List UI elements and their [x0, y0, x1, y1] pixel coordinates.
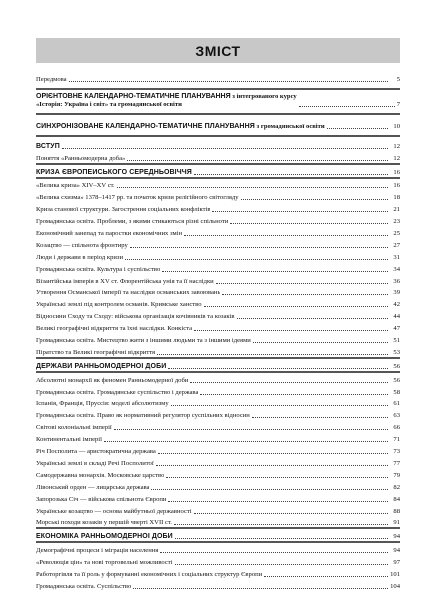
intro-list	[36, 139, 400, 163]
entry-title: Континентальні імперії	[36, 436, 102, 444]
toc-entry[interactable]	[36, 139, 400, 151]
entry-page: 94	[393, 533, 400, 541]
entry-title: Передмова	[36, 75, 67, 83]
entry-page: 84	[393, 495, 400, 503]
toc-entry[interactable]	[36, 408, 400, 420]
entry-page: 61	[393, 400, 400, 408]
dot-leader	[222, 294, 388, 295]
entry-title: Самодержавна монархія. Московське царство	[36, 471, 165, 479]
section-heading: ДЕРЖАВИ РАННЬОМОДЕРНОЇ ДОБИ	[36, 362, 167, 370]
entry-page: 91	[393, 519, 400, 527]
dot-leader	[160, 552, 388, 553]
dot-leader	[157, 354, 388, 355]
toc-entry[interactable]	[36, 321, 400, 333]
entry-title: Візантійська імперія в XV ст. Флорентійська унія та її наслідки	[36, 277, 214, 285]
toc-entry[interactable]	[36, 432, 400, 444]
entry-title: Українські землі під контролем османів. Кримське ханство	[36, 301, 202, 309]
toc-entry[interactable]	[36, 555, 400, 567]
entry-page: 36	[393, 277, 400, 285]
toc-entry[interactable]	[36, 516, 400, 528]
dot-leader	[151, 489, 388, 490]
dot-leader	[237, 318, 388, 319]
entry-page: 71	[393, 436, 400, 444]
entry-page: 56	[393, 362, 400, 370]
section-heading: КРИЗА ЄВРОПЕЙСЬКОГО СЕРЕДНЬОВІЧЧЯ	[36, 168, 192, 176]
toc-sections	[36, 163, 400, 591]
entry-page: 53	[393, 348, 400, 356]
entry-page: 104	[390, 582, 400, 590]
entry-page: 66	[393, 424, 400, 432]
dot-leader	[184, 235, 388, 236]
toc-entry[interactable]	[36, 202, 400, 214]
entry-title: Громадянська освіта. Право як нормативний регулятор суспільних відносин	[36, 412, 250, 420]
toc-entry[interactable]	[36, 468, 400, 480]
entry-title: «Велика схизма» 1378–1417 рр. та початок кризи релігійного світогляду	[36, 194, 239, 202]
dot-leader	[125, 259, 388, 260]
dot-leader	[114, 429, 388, 430]
toc-section-heading[interactable]	[36, 529, 400, 541]
entry-title: Криза станової структури. Загострення соціальних конфліктів	[36, 206, 211, 214]
entry-title: Громадянська освіта. Громадянське суспільство і держава	[36, 388, 199, 396]
entry-title: Українські землі в складі Речі Посполитої	[36, 459, 154, 467]
dot-leader	[190, 382, 388, 383]
section-heading: ВСТУП	[36, 142, 60, 150]
toc-entry[interactable]	[36, 579, 400, 591]
toc-entry[interactable]	[36, 179, 400, 191]
toc-entry[interactable]	[36, 297, 400, 309]
entry-page: 94	[393, 547, 400, 555]
entry-page: 18	[393, 194, 400, 202]
section-heading: ЕКОНОМІКА РАННЬОМОДЕРНОЇ ДОБИ	[36, 533, 173, 541]
entry-page: 25	[393, 230, 400, 238]
toc-entry[interactable]	[36, 190, 400, 202]
entry-title: Відносини Сходу та Сходу: військова організація кочівників та козаків	[36, 313, 235, 321]
dot-leader	[127, 160, 388, 161]
entry-page: 5	[396, 75, 400, 83]
toc-entry-sync[interactable]	[36, 115, 400, 131]
toc-entry[interactable]	[36, 274, 400, 286]
dot-leader	[168, 368, 388, 369]
entry-page: 10	[393, 122, 400, 130]
toc-entry[interactable]	[36, 309, 400, 321]
section-divider	[36, 88, 400, 90]
toc-entry[interactable]	[36, 504, 400, 516]
entry-page: 16	[393, 168, 400, 176]
dot-leader	[117, 187, 388, 188]
entry-title	[36, 93, 297, 109]
entry-page: 34	[393, 265, 400, 273]
toc-entry-plan[interactable]	[36, 93, 400, 109]
entry-page: 7	[396, 100, 400, 108]
dot-leader	[204, 306, 388, 307]
toc-entry[interactable]	[36, 480, 400, 492]
entry-title: Громадянська освіта. Культура і суспільство	[36, 265, 161, 273]
toc-title: ЗМІСТ	[195, 42, 241, 59]
toc-entry[interactable]	[36, 333, 400, 345]
dot-leader	[166, 477, 388, 478]
dot-leader	[69, 81, 388, 82]
dot-leader	[168, 501, 388, 502]
entry-title	[36, 123, 325, 131]
dot-leader	[104, 441, 388, 442]
entry-title: Іспанія, Франція, Пруссія: моделі абсолютизму	[36, 400, 169, 408]
toc-entry[interactable]	[36, 286, 400, 298]
dot-leader	[133, 588, 388, 589]
sync-title-rest: з громадянської освіти	[254, 122, 325, 130]
dot-leader	[194, 174, 388, 175]
entry-page: 88	[393, 507, 400, 515]
entry-title: Люди і держави в період кризи	[36, 253, 124, 261]
entry-title: «Революція цін» та нові торговельні можливості	[36, 559, 173, 567]
entry-page: 42	[393, 301, 400, 309]
entry-page: 58	[393, 388, 400, 396]
toc-entry[interactable]	[36, 238, 400, 250]
entry-title: Абсолютні монархії як феномен Ранньомодерної доби	[36, 376, 189, 384]
entry-title: Громадянська освіта. Суспільство	[36, 582, 132, 590]
entry-title: Річ Посполита — аристократична держава	[36, 448, 156, 456]
dot-leader	[174, 524, 388, 525]
entry-page: 56	[393, 376, 400, 384]
dot-leader	[162, 271, 388, 272]
toc-entry[interactable]	[36, 214, 400, 226]
toc-page	[36, 38, 400, 591]
toc-section-heading[interactable]	[36, 165, 400, 177]
plan-line1: ОРІЄНТОВНЕ КАЛЕНДАРНО-ТЕМАТИЧНЕ ПЛАНУВАННЯ	[36, 92, 231, 100]
entry-title: Економічний занепад та паростки економічних змін	[36, 230, 182, 238]
toc-entry[interactable]	[36, 250, 400, 262]
dot-leader	[194, 330, 388, 331]
entry-title: Громадянська освіта. Мистецтво жити з іншими людьми та з іншими ідеями	[36, 337, 251, 345]
dot-leader	[253, 342, 388, 343]
entry-title: Запорозька Січ — військова спільнота Європи	[36, 495, 167, 503]
toc-entry[interactable]	[36, 420, 400, 432]
dot-leader	[264, 576, 388, 577]
entry-page: 101	[390, 570, 400, 578]
entry-title: Морські походи козаків у першій чверті XVII ст.	[36, 519, 172, 527]
entry-page: 77	[393, 459, 400, 467]
dot-leader	[252, 417, 388, 418]
toc-entry[interactable]	[36, 385, 400, 397]
toc-title-bar	[36, 38, 400, 63]
toc-entry[interactable]	[36, 456, 400, 468]
dot-leader	[175, 538, 388, 539]
entry-title: Піратство та Великі географічні відкриття	[36, 348, 156, 356]
toc-entry[interactable]	[36, 567, 400, 579]
dot-leader	[130, 247, 388, 248]
entry-title: Поняття «Ранньомодерна доба»	[36, 154, 126, 162]
entry-title: Утворення Османської імперії та наслідки османських завоювань	[36, 289, 221, 297]
dot-leader	[200, 394, 388, 395]
dot-leader	[327, 128, 388, 129]
toc-entry[interactable]	[36, 373, 400, 385]
toc-entry[interactable]	[36, 151, 400, 163]
entry-page: 23	[393, 218, 400, 226]
entry-title: «Велика криза» XIV–XV ст.	[36, 182, 115, 190]
plan-line1-rest: з інтегрованого курсу	[230, 92, 297, 100]
entry-title: Громадянська освіта. Проблеми, з якими стикаються різні спільноти	[36, 218, 229, 226]
toc-entry-preface[interactable]	[36, 72, 400, 84]
dot-leader	[171, 405, 388, 406]
dot-leader	[156, 465, 388, 466]
toc-entry[interactable]	[36, 345, 400, 357]
toc-entry[interactable]	[36, 226, 400, 238]
dot-leader	[230, 223, 388, 224]
section-divider	[36, 135, 400, 137]
dot-leader	[175, 564, 388, 565]
plan-line2: «Історія: Україна і світ» та громадянської освіти	[36, 100, 182, 108]
dot-leader	[299, 106, 395, 107]
entry-page: 31	[393, 253, 400, 261]
entry-title: Работоргівля та її роль у формуванні економічних і соціальних структур Європи	[36, 570, 263, 578]
entry-page: 73	[393, 448, 400, 456]
entry-title: Світові колоніальні імперії	[36, 424, 112, 432]
entry-title: Великі географічні відкриття та їхні наслідки. Конкіста	[36, 325, 193, 333]
entry-page: 27	[393, 241, 400, 249]
dot-leader	[62, 148, 388, 149]
entry-page: 12	[393, 142, 400, 150]
entry-page: 12	[393, 154, 400, 162]
dot-leader	[241, 199, 388, 200]
entry-title: Українське козацтво — основа майбутньої державності	[36, 507, 192, 515]
toc-entry[interactable]	[36, 262, 400, 274]
toc-section-heading[interactable]	[36, 359, 400, 371]
toc-entry[interactable]	[36, 397, 400, 409]
entry-title: Козацтво — спільнота фронтиру	[36, 241, 128, 249]
entry-page: 47	[393, 325, 400, 333]
dot-leader	[194, 513, 388, 514]
sync-title: СИНХРОНІЗОВАНЕ КАЛЕНДАРНО-ТЕМАТИЧНЕ ПЛАНУВАННЯ	[36, 122, 255, 130]
entry-page: 51	[393, 337, 400, 345]
entry-page: 79	[393, 471, 400, 479]
dot-leader	[212, 211, 388, 212]
toc-entry[interactable]	[36, 543, 400, 555]
entry-page: 21	[393, 206, 400, 214]
dot-leader	[158, 453, 388, 454]
entry-page: 63	[393, 412, 400, 420]
toc-entry[interactable]	[36, 444, 400, 456]
dot-leader	[216, 283, 388, 284]
entry-page: 97	[393, 559, 400, 567]
entry-page: 82	[393, 483, 400, 491]
entry-page: 44	[393, 313, 400, 321]
entry-page: 39	[393, 289, 400, 297]
toc-entry[interactable]	[36, 492, 400, 504]
entry-title: Лівонський орден — лицарська держава	[36, 483, 150, 491]
entry-title: Демографічні процеси і міграція населення	[36, 547, 159, 555]
entry-page: 16	[393, 182, 400, 190]
